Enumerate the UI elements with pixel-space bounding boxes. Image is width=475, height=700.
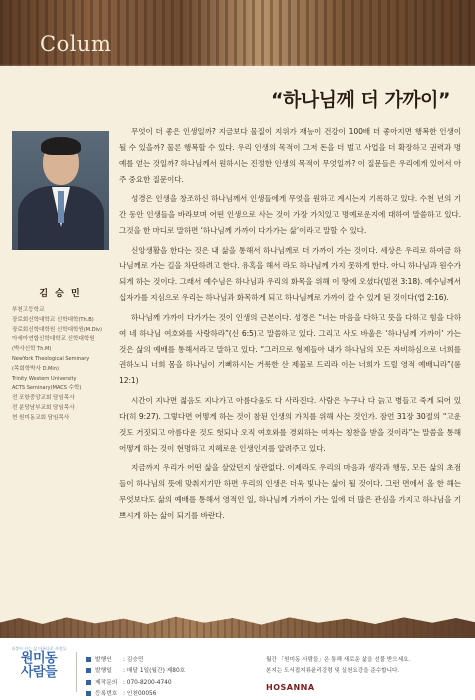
bullet-icon (86, 668, 91, 673)
bio-line: 전 분당남부교회 담임목사 (12, 404, 75, 411)
pub-value: : 매달 1일(월간) 제80호 (123, 668, 186, 675)
notice-line: 본지는 도서접지류윤리강령 및 실천요강을 준수합니다. (266, 668, 400, 674)
author-photo (12, 131, 109, 250)
footer-notice (266, 655, 466, 677)
pub-value: : 인천00056 (123, 691, 157, 698)
bullet-icon (86, 657, 91, 662)
pub-row (86, 678, 256, 689)
bio-line: NewYork Theological Seminary (12, 355, 90, 362)
paragraph: 시간이 지나면 젊음도 지나가고 아름다움도 다 사라진다. 사람은 누구나 다 늙고 병들고 죽게 되어 있다(히 9:27). 그렇다면 어떻게 하는 것이 참된 인생의 가치를 위해 사는 것인가. 잠언 31장 30절의 “고운 것도 거짓되고 아름다운 것도 헛되나 오직 여호와를 경외하는 여자는 칭찬을 받을 것이라”는 말씀을 통해 어떻게 하는 것이 현명하고 지혜로운 인생인지를 알려주고 있다. (119, 395, 461, 453)
logo-tagline: 더불어 사는 삶 아름다운 사람들 (11, 646, 67, 651)
article-title: “하나님께 더 가까이” (270, 89, 450, 111)
pub-key: 제작문의 (95, 679, 118, 686)
bio-line: 부천고등학교 (12, 307, 45, 313)
logo-line-2: 사람들 (20, 665, 58, 680)
footer-divider (76, 652, 77, 692)
paragraph: 신앙생활을 한다는 것은 내 삶을 통해서 하나님께로 더 가까이 가는 것이다. 세상은 우리로 하여금 하나님께로 가는 길을 차단하려고 한다. 유혹을 해서 라도 하나님께 가지 못하게 한다. 아니 하나님과 원수가 되게 하는 것이다. 그래서 예수님은 하나님과 우리의 화목을 위해 이 땅에 오셨다(빌전 3:18). 예수님께서 십자가를 지심으로 우리는 하나님과 화목하게 되고 하나님께로 가까이 갈 수 있게 된 것이다(엡 2:16). (119, 245, 461, 303)
pub-row (86, 655, 256, 666)
pub-row (86, 666, 256, 677)
paragraph: 무엇이 더 좋은 인생일까? 지금보다 물질이 지위가 재능이 건강이 100배 더 좋아지면 행복한 인생이 될 수 있을까? 물론 행복할 수 있다. 우리 인생의 목적이 그저 돈을 더 벌고 사업을 더 확장하고 권력과 명예를 얻는 것일까? 하나님께서 원하시는 진정한 인생의 목적이 무엇일까? 이 질문들은 우리에게 있어서 아주 중요한 질문이다. (119, 127, 461, 184)
magazine-logo (10, 646, 68, 694)
logo-line-1: 원미동 (20, 651, 58, 666)
column-label: Colum (40, 32, 112, 56)
pub-value: : 김승민 (123, 657, 144, 663)
bio-line: 장로회신학대학교 신학대학(Th.B) (12, 316, 94, 323)
bio-line: 장로회신학대학원 신학대학원(M.Div) (12, 326, 102, 333)
bio-line: Trinity Western University (12, 375, 77, 382)
paragraph: 하나님께 가까이 다가가는 것이 인생의 근본이다. 성경은 “너는 마음을 다하고 뜻을 다하고 힘을 다하여 네 하나님 여호와를 사랑하라”(신 6:5)고 말씀하고 있다. 그리고 사도 바울은 ‘하나님께 가까이’ 가는 것은 삶의 예배를 통해서라고 말하고 있다. “그러므로 형제들아 내가 하나님의 모든 자비하심으로 너희를 권하노니 너희 몸을 하나님이 기뻐하시는 거룩한 산 제물로 드리라 이는 너희가 드릴 영적 예배니라”(롬 12:1) (119, 312, 461, 386)
bio-line: 현 원미동교회 담임목사 (12, 414, 70, 421)
bio-line: (목회학박사 D.Min) (12, 365, 59, 372)
author-photo-hair (41, 137, 81, 155)
bio-line: 아세아연합신학대학교 신학대학원 (12, 336, 95, 343)
pub-row (86, 689, 256, 700)
author-bio (12, 306, 117, 424)
pub-key: 발행인 (95, 657, 112, 663)
bullet-icon (86, 691, 91, 696)
hosanna-logo: HOSANNA (266, 683, 315, 692)
paragraph: 성경은 인생을 창조하신 하나님께서 인생들에게 무엇을 원하고 계시는지 기록하고 있다. 수천 년의 기간 동안 인생들을 바라보며 어떤 인생으로 사는 것이 가장 가치있고 명예로운지에 대하여 말씀하고 있다. 그것을 한 마디로 말하면 ‘하나님께 가까이 다가가는 삶’이라고 말할 수 있다. (119, 194, 461, 236)
pub-value: : 070-8200-4740 (123, 679, 172, 686)
pub-key: 등록번호 (95, 691, 118, 698)
bio-line: (박사신학 Th.M) (12, 346, 52, 353)
notice-line: 월간 「원미동 사람들」은 통해 새로운 삶을 선물 받으세요. (266, 657, 411, 663)
bio-line: ACTS Seminary(MACS 수학) (12, 385, 82, 392)
article-body (119, 124, 461, 527)
paragraph: 지금까지 우리가 어떤 삶을 살았던지 상관없다. 이제라도 우리의 마음과 생각과 행동, 모든 삶의 초점들이 하나님의 뜻에 맞춰지기만 하면 우리의 인생은 더욱 빛나는 삶이 될 것이다. 그런 면에서 올 한 해는 무엇보다도 삶의 예배를 통해서 영적인 일, 하나님께 가까이 가는 일에 더 많은 관심을 가지고 하나님을 기쁘시게 하는 삶이 되기를 바란다. (119, 463, 461, 520)
bullet-icon (86, 680, 91, 685)
author-name: 김 승 민 (39, 289, 82, 299)
bio-line: 전 포항중앙교회 담임목사 (12, 395, 75, 402)
author-photo-tie (58, 191, 64, 223)
header-banner (0, 0, 475, 70)
publication-info (86, 655, 256, 700)
pub-key: 발행일 (95, 668, 112, 675)
